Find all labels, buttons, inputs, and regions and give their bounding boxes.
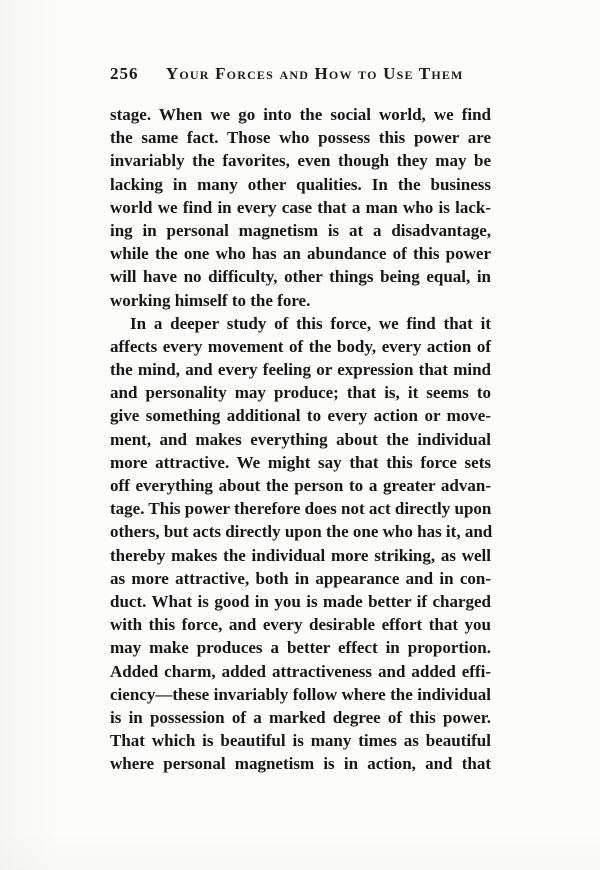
text-line: working himself to the fore. <box>110 290 311 310</box>
text-line: where personal magnetism is in action, and that <box>110 754 491 774</box>
text-line: more attractive. We might say that this force sets <box>110 452 491 472</box>
text-line: others, but acts directly upon the one who has it, and <box>110 522 493 542</box>
text-line: is in possession of a marked degree of this power. <box>110 707 491 727</box>
text-line: tage. This power therefore does not act directly upon <box>110 499 492 519</box>
text-line: ciency—these invariably follow where the individual <box>110 684 491 704</box>
text-line: duct. What is good in you is made better if charged <box>110 591 491 611</box>
text-line: affects every movement of the body, every action of <box>110 336 491 356</box>
running-title: Your Forces and How to Use Them <box>165 64 464 83</box>
text-line: lacking in many other qualities. In the business <box>110 174 491 194</box>
paragraph-1 <box>110 103 491 312</box>
text-line: with this force, and every desirable effort that you <box>110 615 491 635</box>
text-line: Added charm, added attractiveness and added effi- <box>110 661 491 681</box>
text-line: world we find in every case that a man who is lack- <box>110 197 491 217</box>
text-line: off everything about the person to a greater advan- <box>110 476 491 495</box>
text-line: will have no difficulty, other things being equal, in <box>110 267 491 287</box>
text-line: invariably the favorites, even though they may be <box>110 151 491 171</box>
text-line: In a deeper study of this force, we find that it <box>130 313 491 333</box>
text-line: the mind, and every feeling or expression that mind <box>110 360 491 380</box>
text-line: thereby makes the individual more striking, as well <box>110 545 491 565</box>
text-line: ment, and makes everything about the individual <box>110 429 491 449</box>
paragraph-2 <box>110 312 491 776</box>
text-line: That which is beautiful is many times as beautiful <box>110 731 491 751</box>
text-line: stage. When we go into the social world, we find <box>110 105 491 124</box>
page-number: 256 <box>110 64 139 83</box>
running-header <box>110 64 491 84</box>
text-line: give something additional to every action or move- <box>110 406 491 426</box>
text-line: may make produces a better effect in proportion. <box>110 638 491 658</box>
text-line: as more attractive, both in appearance and in con- <box>110 568 491 588</box>
text-line: ing in personal magnetism is at a disadvantage, <box>110 220 491 240</box>
text-line: and personality may produce; that is, it seems to <box>110 383 491 403</box>
text-line: the same fact. Those who possess this power are <box>110 128 491 148</box>
text-line: while the one who has an abundance of this power <box>110 244 491 264</box>
page-body <box>110 103 491 775</box>
